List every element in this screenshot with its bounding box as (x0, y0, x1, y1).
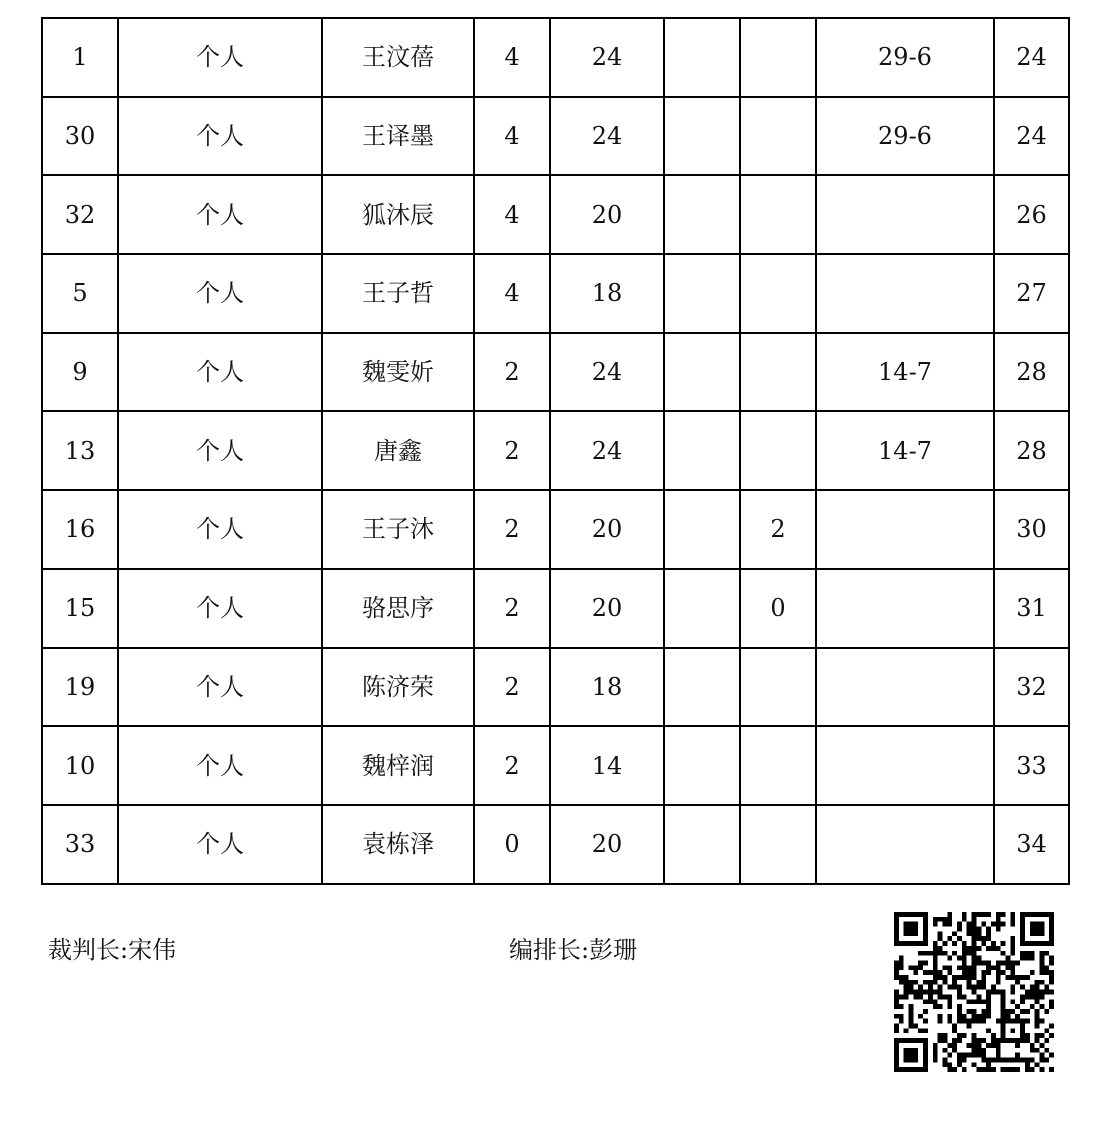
extra-b-cell (740, 175, 816, 254)
group-cell: 个人 (118, 254, 322, 333)
tiebreak-cell (816, 569, 994, 648)
rank-cell: 28 (994, 411, 1069, 490)
table-row (42, 648, 1069, 727)
value-cell: 24 (550, 97, 664, 176)
extra-a-cell (664, 175, 740, 254)
group-cell: 个人 (118, 175, 322, 254)
group-cell: 个人 (118, 648, 322, 727)
table-row (42, 805, 1069, 884)
score-cell: 4 (474, 254, 550, 333)
extra-b-cell (740, 18, 816, 97)
extra-b-cell (740, 726, 816, 805)
seed-cell: 30 (42, 97, 118, 176)
seed-cell: 16 (42, 490, 118, 569)
name-cell: 王译墨 (322, 97, 474, 176)
rank-cell: 32 (994, 648, 1069, 727)
qr-code-icon (894, 912, 1054, 1072)
extra-b-cell (740, 333, 816, 412)
value-cell: 18 (550, 648, 664, 727)
table-row (42, 490, 1069, 569)
group-cell: 个人 (118, 333, 322, 412)
extra-a-cell (664, 18, 740, 97)
extra-a-cell (664, 333, 740, 412)
extra-b-cell: 2 (740, 490, 816, 569)
table-row (42, 18, 1069, 97)
score-cell: 2 (474, 569, 550, 648)
table-row (42, 411, 1069, 490)
extra-a-cell (664, 411, 740, 490)
tiebreak-cell: 14-7 (816, 333, 994, 412)
tiebreak-cell (816, 175, 994, 254)
value-cell: 20 (550, 805, 664, 884)
name-cell: 王子哲 (322, 254, 474, 333)
value-cell: 18 (550, 254, 664, 333)
group-cell: 个人 (118, 726, 322, 805)
group-cell: 个人 (118, 97, 322, 176)
extra-b-cell (740, 805, 816, 884)
tiebreak-cell (816, 805, 994, 884)
value-cell: 24 (550, 18, 664, 97)
tiebreak-cell (816, 648, 994, 727)
seed-cell: 33 (42, 805, 118, 884)
table-body (42, 18, 1069, 884)
value-cell: 20 (550, 175, 664, 254)
group-cell: 个人 (118, 805, 322, 884)
rank-cell: 26 (994, 175, 1069, 254)
extra-b-cell: 0 (740, 569, 816, 648)
name-cell: 魏雯妡 (322, 333, 474, 412)
table-row (42, 97, 1069, 176)
seed-cell: 13 (42, 411, 118, 490)
group-cell: 个人 (118, 411, 322, 490)
score-cell: 4 (474, 18, 550, 97)
extra-a-cell (664, 805, 740, 884)
seed-cell: 10 (42, 726, 118, 805)
chief-arranger-label: 编排长:彭珊 (509, 936, 638, 964)
rank-cell: 33 (994, 726, 1069, 805)
extra-b-cell (740, 648, 816, 727)
qr-modules (894, 912, 1054, 1072)
score-cell: 2 (474, 648, 550, 727)
seed-cell: 15 (42, 569, 118, 648)
extra-a-cell (664, 648, 740, 727)
name-cell: 陈济荣 (322, 648, 474, 727)
extra-a-cell (664, 569, 740, 648)
name-cell: 袁栋泽 (322, 805, 474, 884)
name-cell: 唐鑫 (322, 411, 474, 490)
rank-cell: 34 (994, 805, 1069, 884)
extra-b-cell (740, 97, 816, 176)
score-cell: 4 (474, 97, 550, 176)
value-cell: 24 (550, 411, 664, 490)
seed-cell: 19 (42, 648, 118, 727)
table-row (42, 333, 1069, 412)
tiebreak-cell (816, 490, 994, 569)
extra-a-cell (664, 254, 740, 333)
extra-b-cell (740, 254, 816, 333)
name-cell: 王子沐 (322, 490, 474, 569)
seed-cell: 9 (42, 333, 118, 412)
score-cell: 2 (474, 333, 550, 412)
tiebreak-cell (816, 726, 994, 805)
rank-cell: 24 (994, 18, 1069, 97)
table-row (42, 569, 1069, 648)
tiebreak-cell: 29-6 (816, 18, 994, 97)
value-cell: 14 (550, 726, 664, 805)
score-cell: 0 (474, 805, 550, 884)
rank-cell: 31 (994, 569, 1069, 648)
name-cell: 魏梓润 (322, 726, 474, 805)
seed-cell: 1 (42, 18, 118, 97)
value-cell: 20 (550, 490, 664, 569)
score-cell: 4 (474, 175, 550, 254)
group-cell: 个人 (118, 490, 322, 569)
value-cell: 24 (550, 333, 664, 412)
score-cell: 2 (474, 411, 550, 490)
rank-cell: 24 (994, 97, 1069, 176)
score-cell: 2 (474, 726, 550, 805)
extra-a-cell (664, 490, 740, 569)
extra-b-cell (740, 411, 816, 490)
chief-referee-label: 裁判长:宋伟 (48, 936, 177, 964)
group-cell: 个人 (118, 18, 322, 97)
value-cell: 20 (550, 569, 664, 648)
results-table (41, 17, 1070, 885)
table-row (42, 726, 1069, 805)
score-cell: 2 (474, 490, 550, 569)
tiebreak-cell (816, 254, 994, 333)
table-row (42, 175, 1069, 254)
seed-cell: 5 (42, 254, 118, 333)
seed-cell: 32 (42, 175, 118, 254)
extra-a-cell (664, 726, 740, 805)
group-cell: 个人 (118, 569, 322, 648)
table-row (42, 254, 1069, 333)
name-cell: 王汶蓓 (322, 18, 474, 97)
rank-cell: 27 (994, 254, 1069, 333)
tiebreak-cell: 29-6 (816, 97, 994, 176)
tiebreak-cell: 14-7 (816, 411, 994, 490)
name-cell: 骆思序 (322, 569, 474, 648)
rank-cell: 28 (994, 333, 1069, 412)
extra-a-cell (664, 97, 740, 176)
rank-cell: 30 (994, 490, 1069, 569)
name-cell: 狐沐辰 (322, 175, 474, 254)
